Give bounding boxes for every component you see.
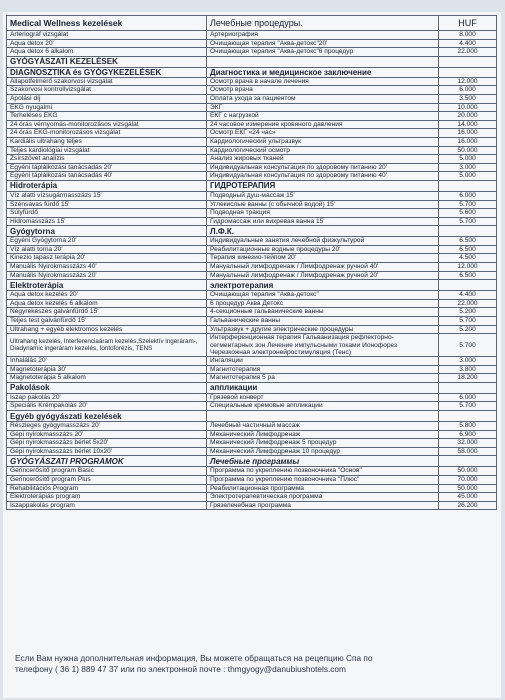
row-ru: Магнитотерапия [207, 365, 439, 374]
row-ru: Программа по укреплению позвоночника "Основ" [207, 467, 439, 476]
row-price: 50.000 [439, 484, 497, 493]
row-ru: Гальванические ванны [207, 317, 439, 326]
row-hu: Aqua detox 6 alkalom [7, 48, 207, 57]
row-ru: Программа по укреплению позвоночника "Плюс" [207, 476, 439, 485]
row-ru: Лечебный частичный массаж [207, 422, 439, 431]
table-row [7, 172, 497, 181]
row-price: 5.000 [439, 172, 497, 181]
row-price [439, 226, 497, 237]
row-ru: Специальные кремовые аппликации [207, 402, 439, 411]
row-hu: Egyéni Gyógytorna 20' [7, 237, 207, 246]
table-row [7, 493, 497, 502]
row-price: 22.000 [439, 48, 497, 57]
row-price: 14.000 [439, 120, 497, 129]
table-row [7, 129, 497, 138]
row-hu: Kardiális ultrahang teljes [7, 137, 207, 146]
row-ru: Индивидуальные занятия лечебной физкультурой [207, 237, 439, 246]
table-row [7, 112, 497, 121]
table-row [7, 77, 497, 86]
row-price: 50.000 [439, 146, 497, 155]
row-hu: Víz alatti torna 20' [7, 245, 207, 254]
table-row [7, 31, 497, 40]
row-ru: Артериография [207, 31, 439, 40]
row-price [439, 180, 497, 191]
row-hu: Gerincerősítő program Plus [7, 476, 207, 485]
table-row [7, 137, 497, 146]
row-hu: Arteriográf vizsgálat [7, 31, 207, 40]
row-hu: Aqua detox kezelés 6 alkalom [7, 299, 207, 308]
row-ru [207, 411, 439, 422]
table-row [7, 484, 497, 493]
row-price: 70.000 [439, 476, 497, 485]
row-hu: Magnetoterápia 30' [7, 365, 207, 374]
row-price: 6.000 [439, 393, 497, 402]
row-price: 22.000 [439, 299, 497, 308]
price-table [6, 15, 497, 510]
section-row [7, 226, 497, 237]
row-ru: Подводный душ-массаж 15' [207, 191, 439, 200]
section-row [7, 280, 497, 291]
row-ru: Электротерапевтическая программа [207, 493, 439, 502]
row-ru: Анализ жировых тканей [207, 155, 439, 164]
row-price: 4.400 [439, 291, 497, 300]
table-row [7, 146, 497, 155]
row-hu: Víz alatti vízsugármasszázs 15' [7, 191, 207, 200]
row-hu: Magnetoterápia 5 alkalom [7, 374, 207, 383]
row-hu: Gyógytorna [7, 226, 207, 237]
row-ru [207, 56, 439, 67]
section-row [7, 67, 497, 77]
row-ru: Грязевой конверт [207, 393, 439, 402]
row-ru: Очищающая терапия "Аква-детокс"6 процедур [207, 48, 439, 57]
table-row [7, 402, 497, 411]
row-hu: Részleges gyógymasszázs 20' [7, 422, 207, 431]
row-ru: Углекислые ванны (с обычной водой) 15' [207, 200, 439, 209]
row-price: 3.000 [439, 163, 497, 172]
row-price: 5.700 [439, 402, 497, 411]
row-hu: GYÓGYÁSZATI KEZELÉSEK [7, 56, 207, 67]
row-hu: Manuális Nyirokmasszázs 20' [7, 271, 207, 280]
row-hu: Manuális Nyirokmasszázs 40' [7, 263, 207, 272]
row-hu: 24 órás vérnyomás-monitorozásos vizsgálat [7, 120, 207, 129]
row-hu: Aqua detox kezelés 20' [7, 291, 207, 300]
row-ru: Ингаляции [207, 357, 439, 366]
row-ru: Кардиологический ультразвук [207, 137, 439, 146]
table-row [7, 467, 497, 476]
row-price: 6.500 [439, 271, 497, 280]
table-row [7, 120, 497, 129]
section-row [7, 456, 497, 467]
table-row [7, 271, 497, 280]
row-ru: Подводная тракция [207, 209, 439, 218]
table-row [7, 439, 497, 448]
row-hu: GYÓGYÁSZATI PROGRAMOK [7, 456, 207, 467]
row-ru: Очищающая терапия "Аква-детокс" [207, 291, 439, 300]
row-price: 58.000 [439, 447, 497, 456]
row-hu: Terheléses EKG [7, 112, 207, 121]
row-price [439, 382, 497, 393]
row-hu: Aqua detox 20' [7, 39, 207, 48]
row-ru: Мануальный лимфодренаж / Лимфодренаж ручной 40' [207, 263, 439, 272]
row-price: 26.200 [439, 501, 497, 510]
row-ru: Очищающая терапия "Аква-детокс"20' [207, 39, 439, 48]
header-currency: HUF [439, 16, 497, 31]
contact-line-2: телефону ( 36 1) 889 47 37 или по электронной почте : thmgyogy@danubiushotels.com [15, 663, 346, 674]
row-price [439, 67, 497, 77]
table-row [7, 357, 497, 366]
table-row [7, 209, 497, 218]
table-row [7, 48, 497, 57]
table-row [7, 200, 497, 209]
row-price: 6.500 [439, 237, 497, 246]
row-price: 5.700 [439, 200, 497, 209]
row-price [439, 280, 497, 291]
table-row [7, 422, 497, 431]
row-ru: Терапия кинезио-тейпом 20' [207, 254, 439, 263]
row-ru: Реабилитационные водные процедуры 20' [207, 245, 439, 254]
row-hu: Hidromasszázs 15' [7, 217, 207, 226]
section-row [7, 411, 497, 422]
row-hu: Gerincerősítő program Basic [7, 467, 207, 476]
row-price: 6.500 [439, 245, 497, 254]
row-hu: Gépi nyirokmasszázs 20' [7, 430, 207, 439]
row-ru: Осмотр врача в начале лечения [207, 77, 439, 86]
table-row [7, 334, 497, 357]
table-row [7, 325, 497, 334]
row-hu: 24 órás EKG-monitorozásos vizsgálat [7, 129, 207, 138]
table-row [7, 103, 497, 112]
row-price: 12.000 [439, 263, 497, 272]
row-ru: Индивидуальная консультация по здоровому питанию 40' [207, 172, 439, 181]
table-row [7, 237, 497, 246]
table-row [7, 393, 497, 402]
row-price: 32.000 [439, 439, 497, 448]
row-hu: Szakorvosi kontrollvizsgálat [7, 86, 207, 95]
row-hu: Iszappakolás program [7, 501, 207, 510]
row-ru: Л.Ф.К. [207, 226, 439, 237]
row-ru: аппликации [207, 382, 439, 393]
row-hu: Speciális Krémpakolás 20' [7, 402, 207, 411]
row-hu: Egyéni táplálkozási tanácsadás 40' [7, 172, 207, 181]
row-price: 5.700 [439, 217, 497, 226]
row-price: 4.500 [439, 254, 497, 263]
row-price: 4.400 [439, 39, 497, 48]
table-header [7, 16, 497, 31]
row-hu: Pakolások [7, 382, 207, 393]
row-price: 5.700 [439, 334, 497, 357]
row-hu: Gépi nyirokmasszázs bérlet 10x20' [7, 447, 207, 456]
row-ru: Механический Лимфодренаж 10 процедур [207, 447, 439, 456]
row-hu: Ultrahang + egyéb elektromos kezelés [7, 325, 207, 334]
table-row [7, 365, 497, 374]
table-row [7, 317, 497, 326]
table-row [7, 501, 497, 510]
table-row [7, 254, 497, 263]
row-hu: Hidroterápia [7, 180, 207, 191]
table-row [7, 308, 497, 317]
table-row [7, 163, 497, 172]
row-price: 8.000 [439, 31, 497, 40]
section-row [7, 180, 497, 191]
table-row [7, 245, 497, 254]
row-ru: Гидромассаж или вихревая ванна 15' [207, 217, 439, 226]
contact-line-1: Если Вам нужна дополнительная информация, Вы можете обращаться на рецепцию Спа по [15, 653, 373, 663]
row-price: 5.600 [439, 209, 497, 218]
row-hu: Egyéb gyógyászati kezelések [7, 411, 207, 422]
table-row [7, 374, 497, 383]
row-hu: Elektroterápiás program [7, 493, 207, 502]
row-price: 20.000 [439, 112, 497, 121]
row-ru: Реабилитационная программа [207, 484, 439, 493]
row-ru: Механический Лимфодренаж [207, 430, 439, 439]
row-price: 5.700 [439, 317, 497, 326]
table-row [7, 299, 497, 308]
row-hu: Szénsavas fürdő 15' [7, 200, 207, 209]
table-row [7, 155, 497, 164]
table-row [7, 94, 497, 103]
section-row [7, 382, 497, 393]
row-price: 5.800 [439, 422, 497, 431]
row-hu: Állapotfelmérő szakorvosi vizsgálat [7, 77, 207, 86]
row-hu: Zsírszövet analízis [7, 155, 207, 164]
table-row [7, 86, 497, 95]
row-ru: Интерференционная терапия Гальванизация рефлекторно-сегментарных зон Лечение импульсными токами Ионофорез Черезкожная электронейростимуляция (Тенс) [207, 334, 439, 357]
row-hu: Iszap pakolás 20' [7, 393, 207, 402]
row-hu: Súlyfürdő [7, 209, 207, 218]
row-hu: Ápolási díj [7, 94, 207, 103]
price-list-page [3, 12, 501, 698]
row-hu: DIAGNOSZTIKA és GYÓGYKEZELÉSEK [7, 67, 207, 77]
row-price: 10.000 [439, 103, 497, 112]
row-ru: Грязелечебная программа [207, 501, 439, 510]
table-row [7, 263, 497, 272]
row-hu: Gépi nyirokmasszázs bérlet 5x20' [7, 439, 207, 448]
row-ru: Индивидуальная консультация по здоровому питанию 20' [207, 163, 439, 172]
table-row [7, 447, 497, 456]
row-ru: Мануальный лимфодренаж / Лимфодренаж ручной 20' [207, 271, 439, 280]
table-row [7, 476, 497, 485]
row-ru: ЭКГ [207, 103, 439, 112]
section-row [7, 56, 497, 67]
row-ru: 6 процедур Аква Детокс [207, 299, 439, 308]
row-ru: Осмотр врача [207, 86, 439, 95]
row-price: 12.000 [439, 77, 497, 86]
row-price: 3.800 [439, 365, 497, 374]
row-ru: Оплата ухода за пациентом [207, 94, 439, 103]
row-hu: Egyéni táplálkozási tanácsadás 20' [7, 163, 207, 172]
row-price: 18.200 [439, 374, 497, 383]
row-ru: Ультразвук + другие электрические процедуры [207, 325, 439, 334]
row-hu: EKG nyugalmi [7, 103, 207, 112]
row-ru: Кардиологический осмотр [207, 146, 439, 155]
row-price: 5.200 [439, 325, 497, 334]
contact-note [15, 653, 495, 674]
row-price: 16.000 [439, 137, 497, 146]
row-price: 16.000 [439, 129, 497, 138]
row-hu: Négyrekeszes galvánfürdő 15' [7, 308, 207, 317]
row-hu: Teljes kardiológiai vizsgálat [7, 146, 207, 155]
row-ru: Механический Лимфодренаж 5 процедур [207, 439, 439, 448]
row-ru: 24 часовое измерение кровяного давления [207, 120, 439, 129]
row-price: 45.000 [439, 493, 497, 502]
row-ru: Магнитотерапия 5 ра [207, 374, 439, 383]
row-hu: Elektroterápia [7, 280, 207, 291]
header-ru: Лечебные процедуры. [207, 16, 439, 31]
row-price: 6.900 [439, 430, 497, 439]
row-hu: Teljes test galvánfürdő 15' [7, 317, 207, 326]
row-price [439, 456, 497, 467]
row-price: 6.000 [439, 191, 497, 200]
row-ru: ЕКГ с нагрузкой [207, 112, 439, 121]
table-row [7, 39, 497, 48]
row-ru: Диагностика и медицинское заключение [207, 67, 439, 77]
row-price: 50.000 [439, 467, 497, 476]
row-ru: Осмотр ЕКГ «24 час» [207, 129, 439, 138]
table-row [7, 430, 497, 439]
row-ru: ГИДРОТЕРАПИЯ [207, 180, 439, 191]
row-hu: Rehabilitációs Program [7, 484, 207, 493]
row-hu: Ultrahang kezelés, Interferenciaáram kezelés,Szelektív ingeráram-, Diadynamic ingeráram kezelés, Iontoforézis, TENS [7, 334, 207, 357]
row-price: 5.000 [439, 155, 497, 164]
table-row [7, 191, 497, 200]
row-hu: Inhalálás 20' [7, 357, 207, 366]
row-ru: Лечебные программы [207, 456, 439, 467]
row-price [439, 411, 497, 422]
row-ru: 4-секционные гальванические ванны [207, 308, 439, 317]
table-row [7, 291, 497, 300]
row-ru: электротерапия [207, 280, 439, 291]
row-price: 5.200 [439, 308, 497, 317]
row-hu: Kinezio tapasz terápia 20' [7, 254, 207, 263]
table-row [7, 217, 497, 226]
row-price: 6.000 [439, 86, 497, 95]
header-hu: Medical Wellness kezelések [7, 16, 207, 31]
row-price: 3.500 [439, 94, 497, 103]
row-price: 3.000 [439, 357, 497, 366]
row-price [439, 56, 497, 67]
